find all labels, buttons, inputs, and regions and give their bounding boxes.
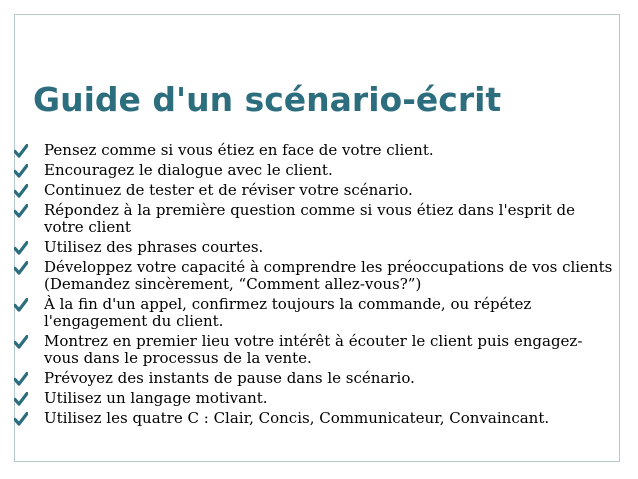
bullet-text: À la fin d'un appel, confirmez toujours la commande, ou répétez l'engagement du client. [44, 295, 532, 330]
bullet-item [14, 296, 614, 330]
bullet-item [14, 259, 614, 293]
check-mark-icon [14, 412, 28, 426]
bullet-text: Montrez en premier lieu votre intérêt à écouter le client puis engagez-vous dans le processus de la vente. [44, 332, 583, 367]
bullet-list [14, 142, 614, 430]
bullet-text: Continuez de tester et de réviser votre scénario. [44, 181, 413, 199]
bullet-item [14, 182, 614, 199]
check-mark-icon [14, 204, 28, 218]
bullet-text: Pensez comme si vous étiez en face de votre client. [44, 141, 434, 159]
bullet-text: Utilisez des phrases courtes. [44, 238, 264, 256]
check-mark-icon [14, 372, 28, 386]
check-mark-icon [14, 241, 28, 255]
slide-top-band [15, 15, 619, 67]
slide-title: Guide d'un scénario-écrit [33, 80, 502, 119]
bullet-text: Répondez à la première question comme si vous étiez dans l'esprit de votre client [44, 201, 575, 236]
bullet-item [14, 390, 614, 407]
check-mark-icon [14, 298, 28, 312]
bullet-text: Utilisez un langage motivant. [44, 389, 268, 407]
bullet-text: Encouragez le dialogue avec le client. [44, 161, 333, 179]
bullet-item [14, 370, 614, 387]
check-mark-icon [14, 164, 28, 178]
bullet-item [14, 239, 614, 256]
bullet-item [14, 202, 614, 236]
bullet-item [14, 162, 614, 179]
bullet-text: Développez votre capacité à comprendre les préoccupations de vos clients (Demandez sincèrement, “Comment allez-vous?”) [44, 258, 613, 293]
check-mark-icon [14, 184, 28, 198]
bullet-text: Prévoyez des instants de pause dans le scénario. [44, 369, 415, 387]
bullet-item [14, 142, 614, 159]
bullet-item [14, 333, 614, 367]
bullet-item [14, 410, 614, 427]
check-mark-icon [14, 261, 28, 275]
check-mark-icon [14, 144, 28, 158]
check-mark-icon [14, 335, 28, 349]
bullet-text: Utilisez les quatre C : Clair, Concis, Communicateur, Convaincant. [44, 409, 550, 427]
check-mark-icon [14, 392, 28, 406]
